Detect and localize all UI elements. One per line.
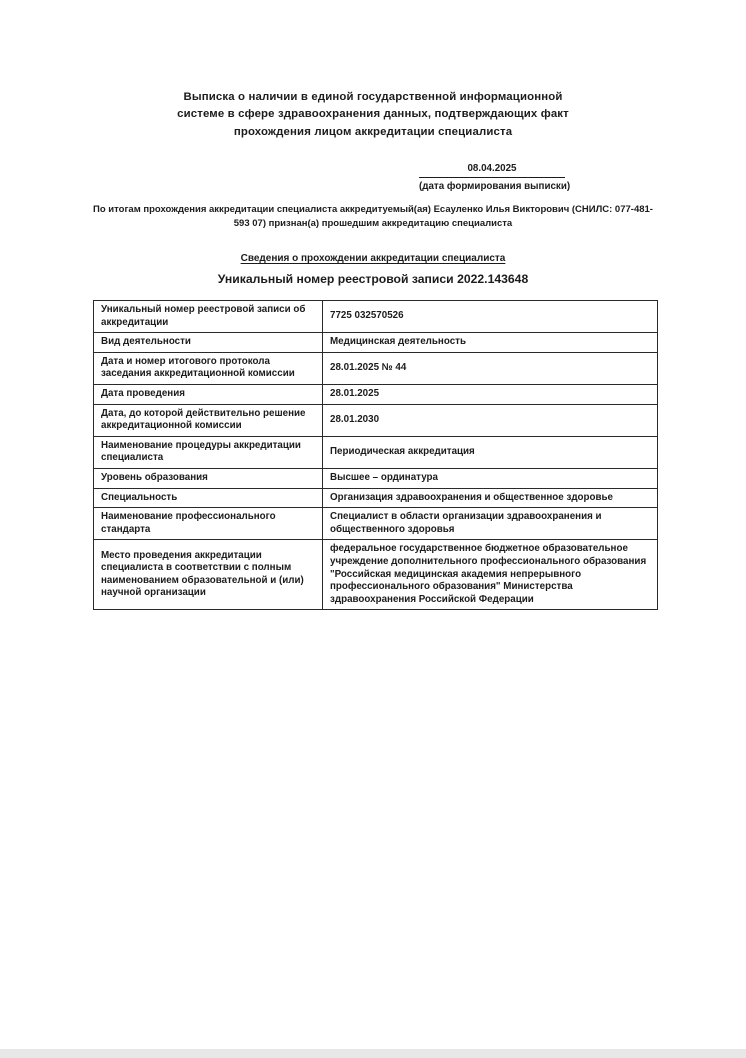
extract-date-block [419, 163, 571, 193]
accreditation-table [93, 300, 658, 610]
table-row [94, 540, 658, 610]
table-label-cell: Место проведения аккредитации специалиста в соответствии с полным наименованием образовательной и (или) научной организации [94, 540, 323, 610]
table-value-cell: 7725 032570526 [323, 301, 658, 333]
table-row [94, 352, 658, 384]
table-label-cell: Уровень образования [94, 468, 323, 488]
document-title [0, 89, 746, 141]
accreditation-summary-line: По итогам прохождения аккредитации специалиста аккредитуемый(ая) Есауленко Илья Викторович (СНИЛС: 077-481- [93, 204, 653, 215]
extract-date: 08.04.2025 [419, 163, 565, 178]
table-label-cell: Наименование профессионального стандарта [94, 508, 323, 540]
document-title-line: Выписка о наличии в единой государственной информационной [183, 91, 563, 103]
table-label-cell: Вид деятельности [94, 333, 323, 353]
table-row [94, 333, 658, 353]
accreditation-table-body [94, 301, 658, 610]
table-value-cell: федеральное государственное бюджетное образовательное учреждение дополнительного профессионального образования "Российская медицинская академия непрерывного профессионального образования" Министерства здравоохранения Российской Федерации [323, 540, 658, 610]
table-row [94, 404, 658, 436]
table-value-cell: Организация здравоохранения и общественное здоровье [323, 488, 658, 508]
table-label-cell: Наименование процедуры аккредитации специалиста [94, 436, 323, 468]
table-row [94, 436, 658, 468]
table-label-cell: Дата проведения [94, 384, 323, 404]
table-label-cell: Уникальный номер реестровой записи об аккредитации [94, 301, 323, 333]
table-value-cell: Специалист в области организации здравоохранения и общественного здоровья [323, 508, 658, 540]
table-value-cell: 28.01.2025 [323, 384, 658, 404]
table-row [94, 468, 658, 488]
registry-number-heading: Уникальный номер реестровой записи 2022.143648 [217, 272, 529, 286]
table-value-cell: 28.01.2030 [323, 404, 658, 436]
document-title-line: прохождения лицом аккредитации специалиста [233, 125, 513, 138]
table-value-cell: Высшее – ординатура [323, 468, 658, 488]
table-row [94, 301, 658, 333]
table-label-cell: Дата и номер итогового протокола заседания аккредитационной комиссии [94, 352, 323, 384]
document-title-line: системе в сфере здравоохранения данных, подтверждающих факт [177, 108, 569, 121]
accreditation-summary-line: 593 07) признан(а) прошедшим аккредитацию специалиста [233, 217, 513, 229]
accreditation-summary [0, 203, 746, 230]
extract-date-caption: (дата формирования выписки) [419, 180, 571, 192]
table-label-cell: Дата, до которой действительно решение аккредитационной комиссии [94, 404, 323, 436]
table-value-cell: 28.01.2025 № 44 [323, 352, 658, 384]
table-row [94, 384, 658, 404]
table-value-cell: Периодическая аккредитация [323, 436, 658, 468]
table-row [94, 508, 658, 540]
viewer-bottom-edge [0, 1049, 746, 1058]
table-value-cell: Медицинская деятельность [323, 333, 658, 353]
table-label-cell: Специальность [94, 488, 323, 508]
section-heading: Сведения о прохождении аккредитации специалиста [240, 253, 506, 264]
table-row [94, 488, 658, 508]
